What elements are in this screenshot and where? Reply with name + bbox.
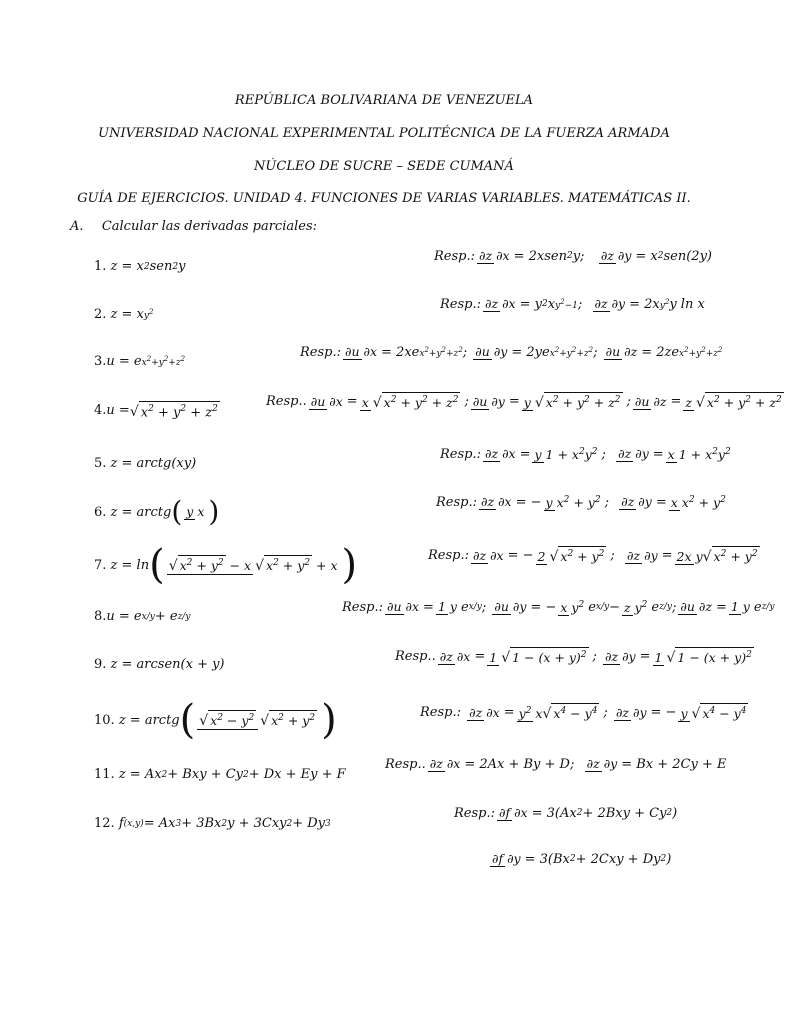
exercise-function: z = Ax 2 + Bxy + Cy 2 + Dx + Ey + F: [114, 767, 346, 782]
exercise-function: z = ln ( √ $x^2 + y^2 - x$ √ $x^2 + y^2 + x$ ): [106, 542, 358, 588]
exercise-9: [94, 657, 225, 672]
section-heading: [70, 219, 317, 234]
header-line-1: REPÚBLICA BOLIVARIANA DE VENEZUELA: [234, 93, 534, 108]
exercise-8: [94, 609, 190, 624]
answer-8: [342, 598, 774, 616]
header-line-4: GUÍA DE EJERCICIOS. UNIDAD 4. FUNCIONES DE VARIAS VARIABLES. MATEMÁTICAS II.: [77, 191, 691, 206]
answer-2: [440, 296, 705, 312]
answer-4: [266, 392, 788, 411]
answer-formula: ∂z ∂x = y $1 + x^2y^2$ ; ∂z ∂y = x $1 + x^2y^2$: [485, 446, 731, 463]
exercise-7: [94, 542, 358, 588]
answer-7: [428, 546, 764, 565]
exercise-number: 9.: [94, 657, 107, 672]
exercise-number: 12.: [94, 816, 115, 831]
exercise-function: u = e x/y + e z/y: [106, 609, 191, 624]
exercise-11: [94, 767, 346, 782]
answer-formula: ∂z ∂x = − y $x^2 + y^2$ ; ∂z ∂y = x $x^2 + y^2$: [481, 494, 726, 511]
answer-1: [434, 248, 712, 264]
answer-formula: ∂z ∂x = 2Ax + By + D; ∂z ∂y = Bx + 2Cy + E: [429, 756, 727, 772]
answer-formula: ∂u ∂x = x √ $x^2 + y^2 + z^2$ ; ∂u ∂y = y √ $x^2 + y^2 + z^2$ ; ∂u ∂z = z √ $x^2 + y^2 + z^2$: [310, 393, 782, 412]
exercise-function: f (x,y) = Ax 3 + 3Bx 2 y + 3Cxy 2 + Dy 3: [114, 816, 331, 831]
resp-label: Resp.:: [454, 805, 495, 821]
header-line-2: UNIVERSIDAD NACIONAL EXPERIMENTAL POLITÉCNICA DE LA FUERZA ARMADA: [98, 126, 670, 141]
resp-label: Resp..: [266, 394, 307, 410]
exercise-number: 10.: [94, 712, 115, 728]
exercise-function: z = x $y^2$: [106, 307, 154, 322]
exercise-6: [94, 495, 220, 528]
answer-formula: ∂z ∂x = 1 √ $1 - (x + y)^2$ ; ∂z ∂y = 1 √ $1 - (x + y)^2$: [439, 648, 752, 667]
exercise-function: u = e $x^2+y^2+z^2$: [106, 354, 186, 369]
answer-formula: ∂u ∂x = 1 y e x/y ; ∂u ∂y = − x $y^2$ e x/y − z $y^2$ e z/y ; ∂u ∂z = 1 y e z/y: [387, 599, 775, 616]
exercise-number: 1.: [94, 259, 107, 274]
exercise-2: [94, 307, 153, 322]
resp-label: Resp.:: [440, 446, 481, 462]
exercise-5: [94, 456, 196, 471]
answer-3: [300, 344, 722, 360]
resp-label: Resp..: [395, 649, 436, 665]
answer-formula: ∂z ∂x = 2xsen 2 y; ∂z ∂y = x 2 sen(2y): [479, 248, 712, 264]
resp-label: Resp.:: [428, 548, 469, 564]
exercise-4: [94, 401, 220, 420]
exercise-function: z = arcsen(x + y): [106, 657, 225, 672]
exercise-12: [94, 816, 331, 831]
resp-label: Resp.:: [436, 494, 477, 510]
answer-formula: ∂f ∂x = 3(Ax 2 + 2Bxy + Cy 2 ): [499, 805, 678, 821]
exercise-1: [94, 259, 185, 274]
section-label: A.: [70, 219, 84, 234]
exercise-number: 2.: [94, 307, 107, 322]
section-text: Calcular las derivadas parciales:: [101, 219, 318, 234]
exercise-number: 8.: [94, 609, 107, 624]
exercise-number: 3.: [94, 354, 107, 369]
answer-formula: ∂z ∂x = y 2 x $y^2-1$ ; ∂z ∂y = 2x $y^2$ y ln x: [485, 296, 705, 312]
answer-11: [385, 756, 727, 772]
exercise-number: 4.: [94, 403, 107, 419]
answer-6: [436, 493, 730, 511]
exercise-number: 6.: [94, 504, 107, 520]
exercise-function: z = arctg ( y x ): [106, 495, 220, 528]
exercise-function: u = √ $x^2 + y^2 + z^2$: [106, 401, 219, 420]
answer-formula: ∂u ∂x = 2xe $x^2+y^2+z^2$ ; ∂u ∂y = 2ye $x^2+y^2+z^2$ ; ∂u ∂z = 2ze $x^2+y^2+z^2$: [345, 344, 723, 360]
answer-10: [420, 703, 752, 722]
answer-formula: ∂z ∂x = − 2 √ $x^2 + y^2$ ; ∂z ∂y = 2x y√ $x^2 + y^2$: [473, 547, 758, 566]
exercise-number: 11.: [94, 767, 115, 782]
exercise-function: z = arctg ( √ $x^2 - y^2$ √ $x^2 + y^2$ ): [114, 697, 337, 743]
resp-label: Resp.:: [300, 344, 341, 360]
exercise-function: z = arctg(xy): [106, 456, 197, 471]
answer-5: [440, 445, 735, 463]
exercise-3: [94, 354, 185, 369]
resp-label: Resp..: [385, 756, 426, 772]
header-line-3: NÚCLEO DE SUCRE – SEDE CUMANÁ: [254, 159, 514, 174]
exercise-function: z = x 2 sen 2 y: [106, 259, 186, 274]
resp-label: Resp.:: [342, 599, 383, 615]
answer-formula: ∂f ∂y = 3(Bx 2 + 2Cxy + Dy 2 ): [492, 851, 672, 867]
answer-formula: ∂z ∂x = $y^2$ x√ $x^4 - y^4$ ; ∂z ∂y = − y √ $x^4 - y^4$: [469, 704, 747, 723]
resp-label: Resp.:: [440, 296, 481, 312]
answer-9: [395, 647, 758, 666]
answer-12-y: [488, 851, 671, 867]
exercise-number: 7.: [94, 557, 107, 573]
exercise-number: 5.: [94, 456, 107, 471]
resp-label: Resp.:: [420, 705, 461, 721]
exercise-10: [94, 697, 337, 743]
resp-label: Resp.:: [434, 248, 475, 264]
answer-12-x: [454, 805, 677, 821]
